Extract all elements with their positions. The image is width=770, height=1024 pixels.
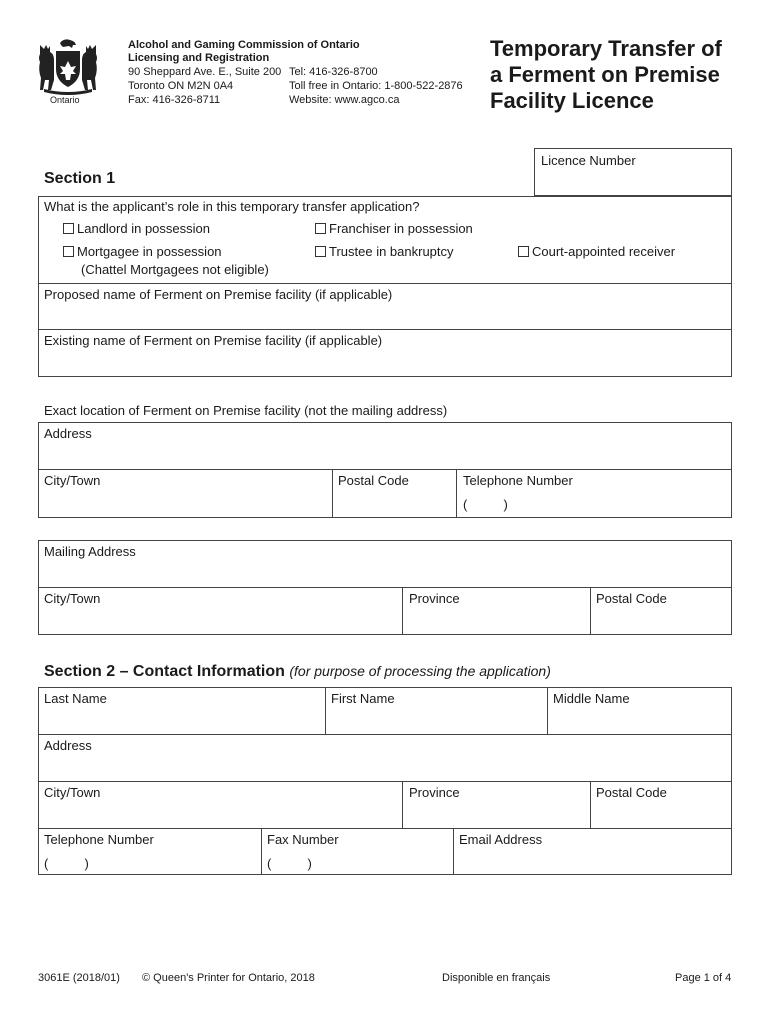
mortgagee-checkbox[interactable] [63,246,74,257]
licence-number-label: Licence Number [541,153,636,168]
location-heading: Exact location of Ferment on Premise facility (not the mailing address) [44,403,448,418]
coat-of-arms-icon [36,37,100,95]
licence-number-field[interactable] [534,148,732,196]
proposed-name-label: Proposed name of Ferment on Premise facility (if applicable) [44,287,393,302]
contact-fax-label: Fax Number [267,832,339,847]
location-address-field[interactable] [39,423,731,469]
french-availability: Disponible en français [442,972,551,984]
contact-email-field[interactable] [454,829,731,874]
ontario-logo [36,37,100,107]
mailing-province-field[interactable] [403,588,589,634]
contact-email-label: Email Address [459,832,543,847]
trustee-checkbox[interactable] [315,246,326,257]
mailing-city-field[interactable] [39,588,401,634]
section-2-title: Section 2 – Contact Information [44,663,285,680]
landlord-label: Landlord in possession [77,221,210,236]
existing-name-label: Existing name of Ferment on Premise facility (if applicable) [44,333,383,348]
trustee-label: Trustee in bankruptcy [329,244,454,259]
role-receiver-option[interactable] [518,244,675,259]
mailing-postal-field[interactable] [591,588,731,634]
address-line-2: Toronto ON M2N 0A4 [128,80,234,92]
contact-address-label: Address [44,738,92,753]
location-city-field[interactable] [39,470,331,517]
org-name: Alcohol and Gaming Commission of Ontario [128,39,360,51]
mortgagee-note: (Chattel Mortgagees not eligible) [81,262,269,277]
form-title-line-1: Temporary Transfer of [490,36,722,61]
contact-address-field[interactable] [39,735,731,780]
mailing-province-label: Province [409,591,460,606]
franchiser-checkbox[interactable] [315,223,326,234]
mailing-address-label: Mailing Address [44,544,136,559]
section-1-title: Section 1 [44,170,116,187]
form-title-line-2: a Ferment on Premise [490,62,720,87]
toll-free-number: Toll free in Ontario: 1-800-522-2876 [289,80,463,92]
receiver-label: Court-appointed receiver [532,244,676,259]
form-title-line-3: Facility Licence [490,88,654,113]
mortgagee-label: Mortgagee in possession [77,244,222,259]
location-phone-paren: ( ) [463,497,508,512]
location-phone-field[interactable] [457,470,731,517]
contact-phone-paren: ( ) [44,856,89,871]
contact-fax-paren: ( ) [267,856,312,871]
proposed-name-field[interactable] [39,284,731,330]
role-mortgagee-option[interactable] [63,244,222,259]
form-number: 3061E (2018/01) [38,972,120,984]
contact-city-field[interactable] [39,782,401,827]
contact-postal-label: Postal Code [596,785,667,800]
location-address-label: Address [44,426,92,441]
address-line-1: 90 Sheppard Ave. E., Suite 200 [128,66,282,78]
fax-number: Fax: 416-326-8711 [128,94,221,106]
receiver-checkbox[interactable] [518,246,529,257]
section-2-heading [44,663,551,681]
contact-phone-label: Telephone Number [44,832,154,847]
contact-province-field[interactable] [403,782,589,827]
location-postal-field[interactable] [333,470,455,517]
first-name-field[interactable] [326,688,546,733]
page-number: Page 1 of 4 [675,972,732,984]
location-phone-label: Telephone Number [463,473,573,488]
contact-postal-field[interactable] [591,782,731,827]
mailing-city-label: City/Town [44,591,101,606]
tel-number: Tel: 416-326-8700 [289,66,378,78]
contact-phone-field[interactable] [39,829,260,874]
section-2-subtitle: (for purpose of processing the application) [289,663,551,679]
last-name-field[interactable] [39,688,324,733]
mailing-address-field[interactable] [39,541,731,587]
role-trustee-option[interactable] [315,244,454,259]
franchiser-label: Franchiser in possession [329,221,473,236]
dept-name: Licensing and Registration [128,52,270,64]
landlord-checkbox[interactable] [63,223,74,234]
contact-fax-field[interactable] [262,829,452,874]
middle-name-label: Middle Name [553,691,630,706]
location-city-label: City/Town [44,473,101,488]
existing-name-field[interactable] [39,330,731,376]
mailing-postal-label: Postal Code [596,591,667,606]
website: Website: www.agco.ca [289,94,400,106]
middle-name-field[interactable] [548,688,731,733]
first-name-label: First Name [331,691,395,706]
copyright: © Queen's Printer for Ontario, 2018 [142,972,315,984]
last-name-label: Last Name [44,691,107,706]
contact-city-label: City/Town [44,785,101,800]
role-question: What is the applicant’s role in this temporary transfer application? [44,199,420,214]
contact-province-label: Province [409,785,460,800]
role-landlord-option[interactable] [63,221,210,236]
logo-caption: Ontario [50,95,80,105]
role-franchiser-option[interactable] [315,221,473,236]
location-postal-label: Postal Code [338,473,409,488]
